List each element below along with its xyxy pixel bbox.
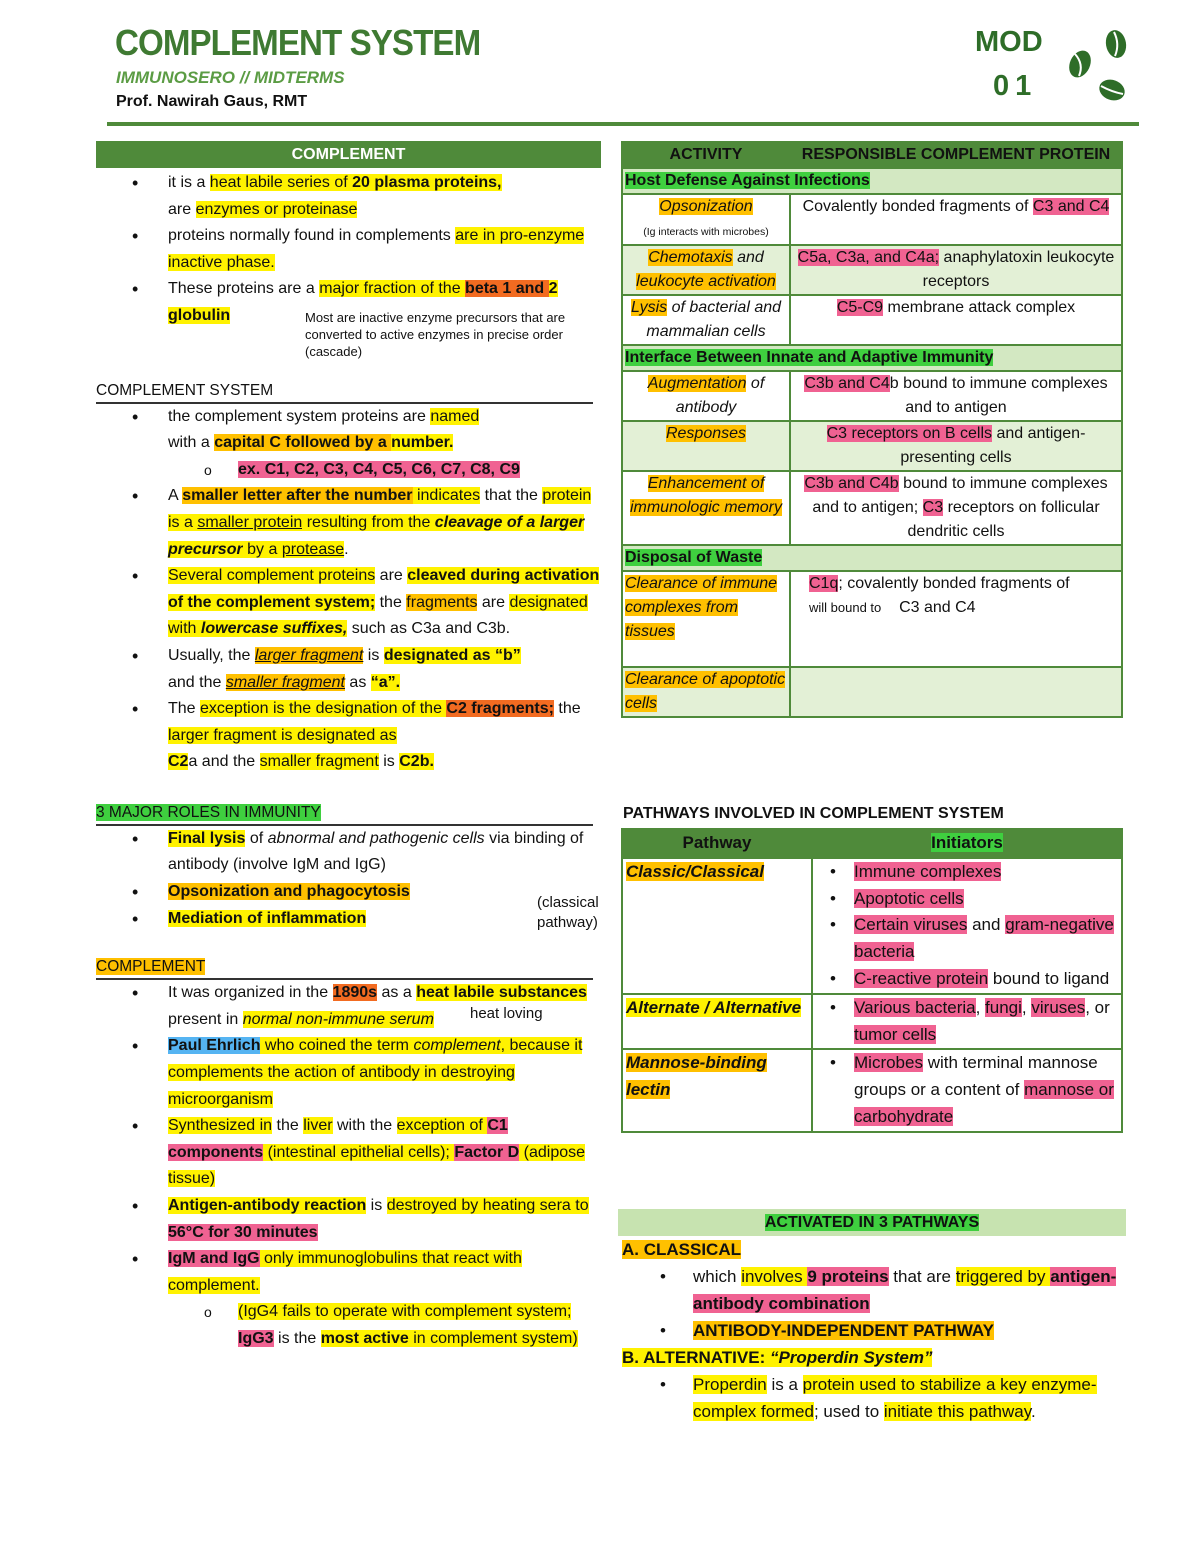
list-item: • which involves 9 proteins that are triggered by antigen-antibody combination (693, 1263, 1122, 1317)
pathways-table (621, 828, 1123, 1133)
module-label: MOD (975, 26, 1043, 58)
list-item: • Several complement proteins are cleaved during activation of the complement system; the fragments are designated with lowercase suffixes, such as C3a and C3b. (168, 563, 601, 643)
table-row: Lysis of bacterial and mammalian cells C5-C9 membrane attack complex (622, 295, 1122, 345)
table-section-row: Host Defense Against Infections (622, 168, 1122, 194)
roles-title: 3 MAJOR ROLES IN IMMUNITY (96, 802, 593, 826)
professor-name: Prof. Nawirah Gaus, RMT (116, 93, 308, 110)
list-item: • Synthesized in the liver with the exception of C1 components (intestinal epithelial cells); Factor D (adipose tissue) (168, 1113, 601, 1193)
table-row: Clearance of immune complexes from tissues C1q; covalently bonded fragments of will bound to C3 and C4 (622, 571, 1122, 667)
table-header-row: Pathway Initiators (622, 829, 1122, 858)
list-item: • Opsonization and phagocytosis (168, 879, 601, 906)
complement-system-list (96, 404, 601, 776)
table-row: Chemotaxis and leukocyte activation C5a, C3a, and C4a; anaphylatoxin leukocyte receptors (622, 245, 1122, 295)
header-divider (107, 122, 1139, 126)
cascade-note: Most are inactive enzyme precursors that are converted to active enzymes in precise order (cascade) (305, 310, 566, 359)
table-section-row: Disposal of Waste (622, 545, 1122, 571)
classical-title: A. CLASSICAL (622, 1240, 741, 1259)
table-section-row: Interface Between Innate and Adaptive Immunity (622, 345, 1122, 371)
heat-loving-note: heat loving (470, 1005, 543, 1022)
activity-table (621, 141, 1123, 718)
list-item: • ANTIBODY-INDEPENDENT PATHWAY (693, 1317, 1122, 1344)
table-row: Responses C3 receptors on B cells and antigen-presenting cells (622, 421, 1122, 471)
list-item: • proteins normally found in complements are in pro-enzyme inactive phase. (168, 223, 601, 276)
table-header-row (622, 142, 1122, 168)
page-title: COMPLEMENT SYSTEM (115, 22, 481, 63)
complement-header: COMPLEMENT (96, 141, 601, 168)
list-item: • It was organized in the 1890s as a heat labile substances present in normal non-immune serum (168, 980, 601, 1033)
list-item: • Antigen-antibody reaction is destroyed by heating sera to 56°C for 30 minutes (168, 1193, 601, 1246)
coffee-beans-icon (1060, 22, 1140, 106)
list-item: • Final lysis of abnormal and pathogenic cells via binding of antibody (involve IgM and IgG) (168, 826, 601, 879)
roles-list (96, 826, 601, 932)
complement-system-title: COMPLEMENT SYSTEM (96, 380, 593, 404)
table-row: Clearance of apoptotic cells (622, 667, 1122, 717)
list-item: • A smaller letter after the number indicates that the protein is a smaller protein resulting from the cleavage of a larger precursor by a protease. (168, 483, 601, 563)
alternative-title: B. ALTERNATIVE: “Properdin System” (622, 1348, 933, 1367)
table-row: Classic/Classical • Immune complexes • Apoptotic cells • Certain viruses and gram-negative bacteria • C-reactive protein bound to ligand (622, 858, 1122, 994)
table-row: Enhancement of immunologic memory C3b and C4b bound to immune complexes and to antigen; C3 receptors on follicular dendritic cells (622, 471, 1122, 545)
table-row: Mannose-binding lectin • Microbes with terminal mannose groups or a content of mannose or carbohydrate (622, 1049, 1122, 1131)
list-item: • IgM and IgG only immunoglobulins that react with complement. o (IgG4 fails to operate with complement system; IgG3 is the most active in complement system) (168, 1246, 601, 1352)
list-item: • Properdin is a protein used to stabilize a key enzyme-complex formed; used to initiate this pathway. (693, 1371, 1122, 1425)
list-item: • the complement system proteins are named with a capital C followed by a number. o ex. C1, C2, C3, C4, C5, C6, C7, C8, C9 (168, 404, 601, 484)
list-item: • These proteins are a major fraction of the beta 1 and 2 globulin (168, 276, 601, 329)
page-subtitle: IMMUNOSERO // MIDTERMS (116, 68, 345, 87)
list-item: • Mediation of inflammation (168, 906, 601, 933)
table-row: Alternate / Alternative • Various bacteria, fungi, viruses, or tumor cells (622, 994, 1122, 1050)
complement-list (96, 170, 601, 330)
list-item: • Usually, the larger fragment is designated as “b” and the smaller fragment as “a”. (168, 643, 601, 696)
table-row: Augmentation of antibody C3b and C4b bound to immune complexes and to antigen (622, 371, 1122, 421)
list-item: • Paul Ehrlich who coined the term complement, because it complements the action of antibody in destroying microorganism (168, 1033, 601, 1113)
list-item: • The exception is the designation of the C2 fragments; the larger fragment is designated as C2a and the smaller fragment is C2b. (168, 696, 601, 776)
complement-history-list (96, 980, 601, 1352)
activity-header: ACTIVITY (622, 142, 790, 168)
pathways-title: PATHWAYS INVOLVED IN COMPLEMENT SYSTEM (623, 805, 1004, 822)
list-item: o ex. C1, C2, C3, C4, C5, C6, C7, C8, C9 (238, 457, 601, 484)
list-item: o (IgG4 fails to operate with complement system; IgG3 is the most active in complement system) (238, 1299, 601, 1352)
table-row: Opsonization (Ig interacts with microbes) Covalently bonded fragments of C3 and C4 (622, 194, 1122, 245)
complement-title-2: COMPLEMENT (96, 956, 593, 980)
activated-header: ACTIVATED IN 3 PATHWAYS (618, 1209, 1126, 1236)
protein-header: RESPONSIBLE COMPLEMENT PROTEIN (790, 142, 1122, 168)
activated-section (622, 1236, 1122, 1425)
list-item: • it is a heat labile series of 20 plasma proteins, are enzymes or proteinase (168, 170, 601, 223)
classical-pathway-note: (classical pathway) (537, 894, 599, 931)
module-number: 01 (993, 70, 1038, 102)
